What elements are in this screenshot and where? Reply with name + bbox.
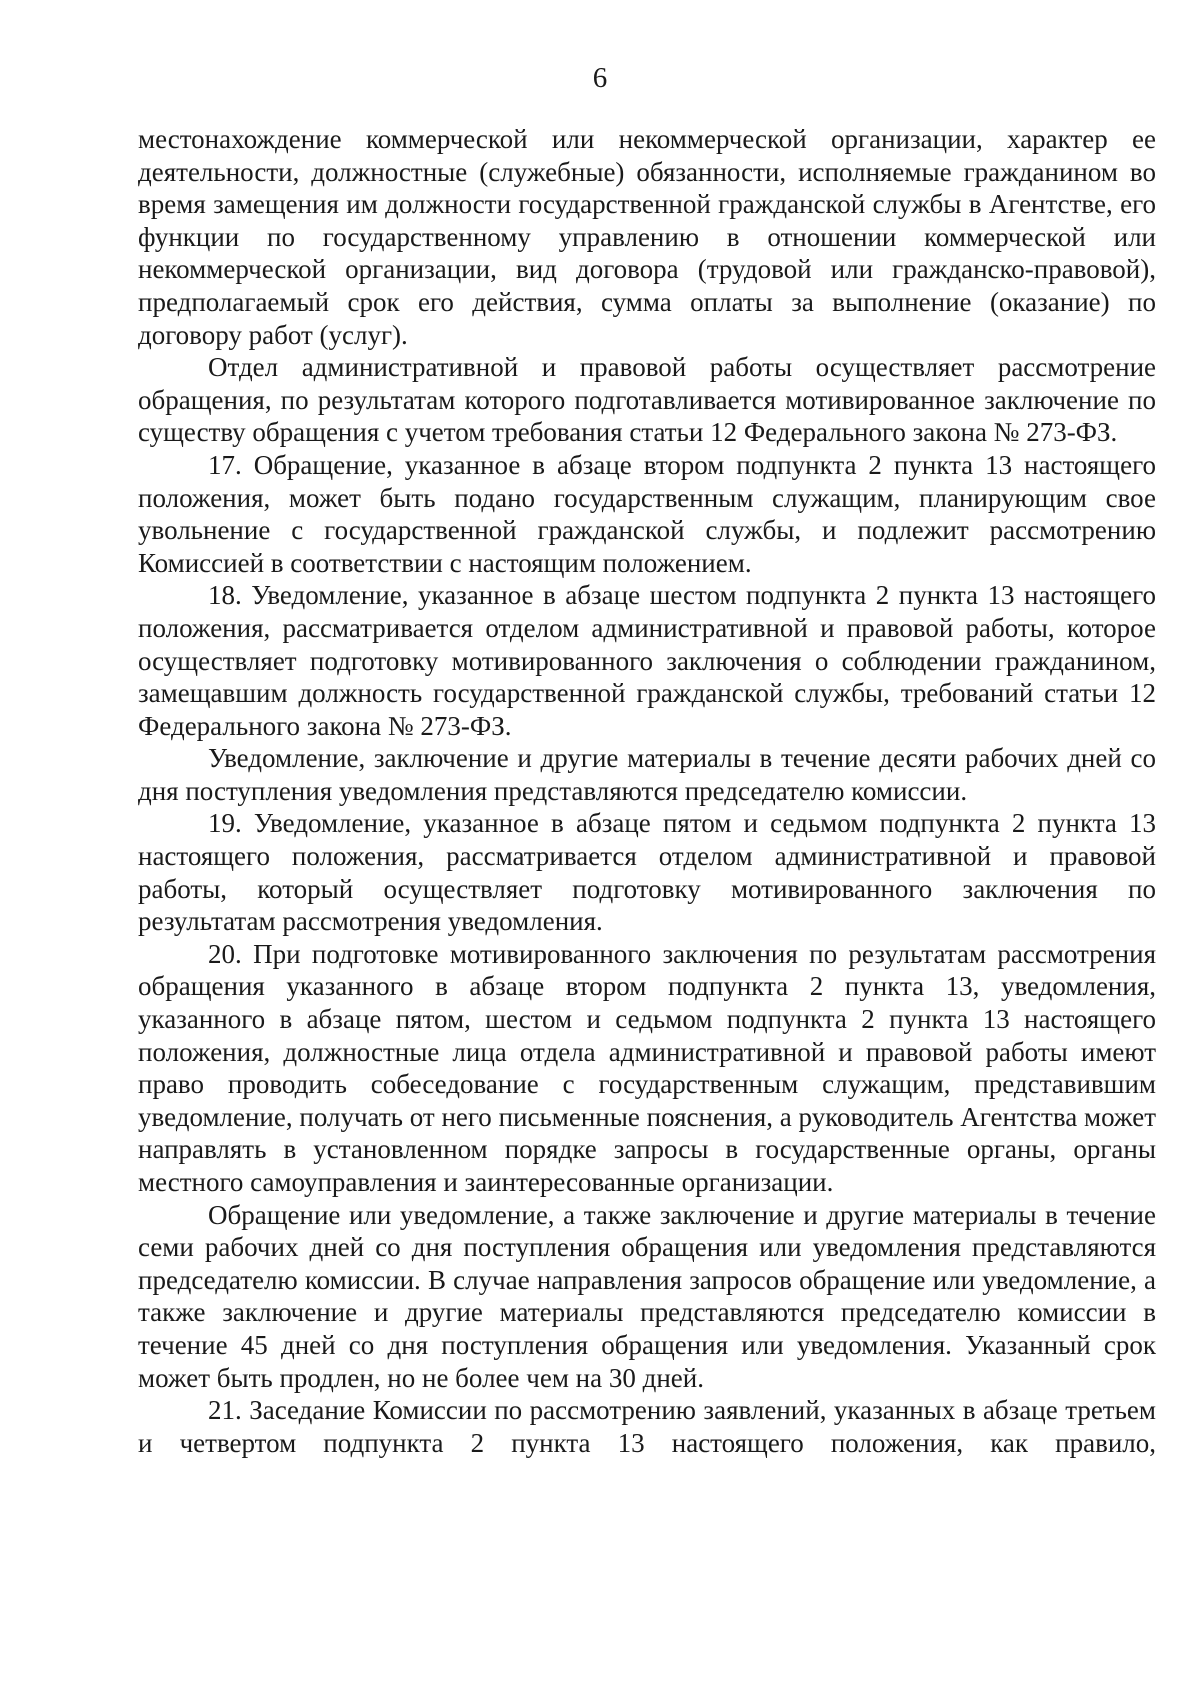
paragraph-notification-deadline: Уведомление, заключение и другие материалы в течение десяти рабочих дней со дня поступления уведомления представляются председателю комиссии. [138, 743, 1156, 806]
paragraph-department-review: Отдел административной и правовой работы осуществляет рассмотрение обращения, по результатам которого подготавливается мотивированное заключение по существу обращения с учетом требования статьи 12 Федерального закона № 273-ФЗ. [138, 352, 1156, 448]
paragraph-item-17: 17. Обращение, указанное в абзаце втором подпункта 2 пункта 13 настоящего положения, может быть подано государственным служащим, планирующим свое увольнение с государственной гражданской службы, и подлежит рассмотрению Комиссией в соответствии с настоящим положением. [138, 449, 1156, 578]
paragraph-item-18: 18. Уведомление, указанное в абзаце шестом подпункта 2 пункта 13 настоящего положения, рассматривается отделом административной и правовой работы, которое осуществляет подготовку мотивированного заключения о соблюдении гражданином, замещавшим должность государственной гражданской службы, требований статьи 12 Федерального закона № 273-ФЗ. [138, 580, 1156, 741]
paragraph-item-21: 21. Заседание Комиссии по рассмотрению заявлений, указанных в абзаце третьем и четвертом подпункта 2 пункта 13 настоящего положения, как правило, [138, 1395, 1156, 1458]
paragraph-item-19: 19. Уведомление, указанное в абзаце пятом и седьмом подпункта 2 пункта 13 настоящего положения, рассматривается отделом административной и правовой работы, который осуществляет подготовку мотивированного заключения по результатам рассмотрения уведомления. [138, 808, 1156, 937]
document-body [138, 123, 1156, 1459]
paragraph-item-20: 20. При подготовке мотивированного заключения по результатам рассмотрения обращения указанного в абзаце втором подпункта 2 пункта 13, уведомления, указанного в абзаце пятом, шестом и седьмом подпункта 2 пункта 13 настоящего положения, должностные лица отдела административной и правовой работы имеют право проводить собеседование с государственным служащим, представившим уведомление, получать от него письменные пояснения, а руководитель Агентства может направлять в установленном порядке запросы в государственные органы, органы местного самоуправления и заинтересованные организации. [138, 938, 1156, 1197]
page-number: 6 [592, 62, 608, 94]
paragraph-continuation: местонахождение коммерческой или некоммерческой организации, характер ее деятельности, должностные (служебные) обязанности, исполняемые гражданином во время замещения им должности государственной гражданской службы в Агентстве, его функции по государственному управлению в отношении коммерческой или некоммерческой организации, вид договора (трудовой или гражданско-правовой), предполагаемый срок его действия, сумма оплаты за выполнение (оказание) по договору работ (услуг). [138, 124, 1156, 350]
paragraph-review-deadlines: Обращение или уведомление, а также заключение и другие материалы в течение семи рабочих дней со дня поступления обращения или уведомления представляются председателю комиссии. В случае направления запросов обращение или уведомление, а также заключение и другие материалы представляются председателю комиссии в течение 45 дней со дня поступления обращения или уведомления. Указанный срок может быть продлен, но не более чем на 30 дней. [138, 1199, 1156, 1393]
